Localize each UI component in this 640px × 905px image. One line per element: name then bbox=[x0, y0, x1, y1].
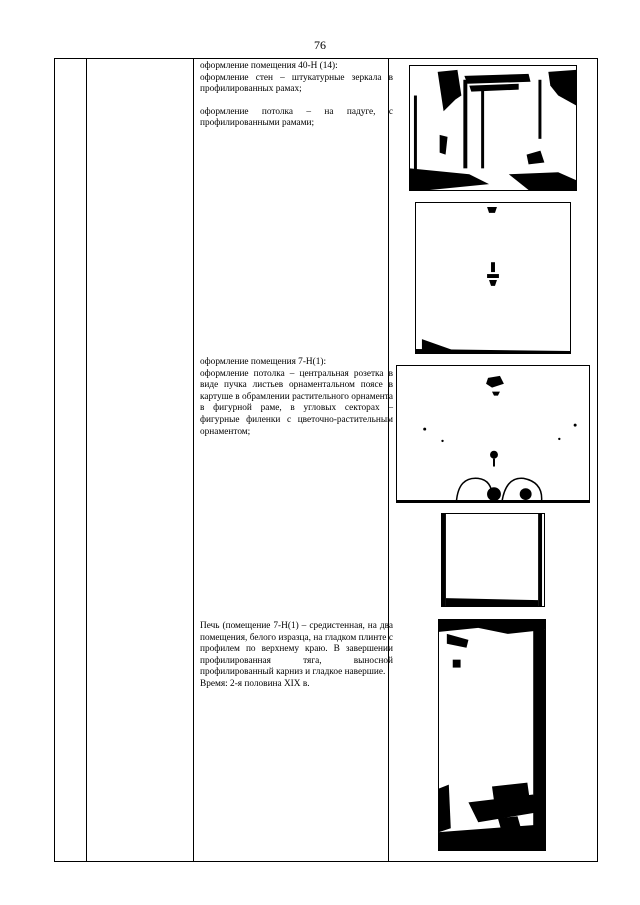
wall-mirror-photo-icon bbox=[409, 65, 577, 191]
column-divider-3 bbox=[388, 59, 389, 861]
column-divider-1 bbox=[86, 59, 87, 861]
room-40n-ceiling: оформление потолка – на падуге, с профилированными рамами; bbox=[200, 106, 393, 129]
stove-description: Печь (помещение 7-Н(1) – средистенная, на два помещения, белого изразца, на гладком плинте с профилем по верхнему краю. В завершении профилированная тяга, выносной профилированный карниз и гладкое навершие. bbox=[200, 621, 393, 678]
ceiling-rosette-photo-icon bbox=[396, 365, 590, 503]
room-7n-heading: оформление помещения 7-Н(1): bbox=[200, 357, 327, 367]
inventory-table bbox=[54, 58, 598, 862]
description-room-7n bbox=[200, 357, 393, 438]
tiled-stove-photo-icon bbox=[438, 619, 546, 851]
stove-dating: Время: 2-я половина XIX в. bbox=[200, 678, 310, 689]
page-number: 76 bbox=[314, 38, 326, 52]
room-40n-heading: оформление помещения 40-Н (14): bbox=[200, 61, 338, 71]
description-room-40n bbox=[200, 61, 393, 130]
room-7n-ceiling: оформление потолка – центральная розетка в виде пучка листьев орнаментальном поясе в картуше в обрамлении растительного орнамента в фигурной раме, в угловых секторах – фигурные филенки с цветочно-растительным орнаментом; bbox=[200, 368, 393, 437]
column-divider-2 bbox=[193, 59, 194, 861]
ceiling-corner-photo-icon bbox=[441, 513, 545, 607]
room-40n-walls: оформление стен – штукатурные зеркала в профилированных рамах; bbox=[200, 72, 393, 95]
description-stove bbox=[200, 621, 393, 691]
ceiling-cove-photo-icon bbox=[415, 202, 571, 354]
